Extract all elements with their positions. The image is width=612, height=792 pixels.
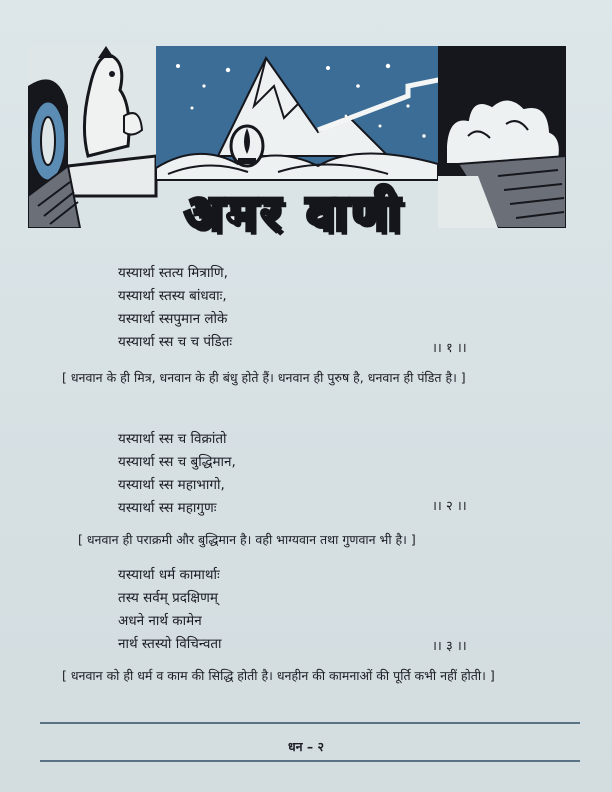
verse-number: ।। ३ ।। xyxy=(432,639,467,654)
page-title: अमर वाणी xyxy=(184,184,404,242)
verse-line: यस्यार्था स्स च च पंडितः xyxy=(118,334,233,350)
verse-meaning: [ धनवान के ही मित्र, धनवान के ही बंधु होते हैं। धनवान ही पुरुष है, धनवान ही पंडित है। ] xyxy=(62,370,466,385)
verse-line: यस्यार्था स्सपुमान लोके xyxy=(118,311,228,327)
verse-line: यस्यार्था स्स च विक्रांतो xyxy=(118,431,227,447)
right-panel-art xyxy=(438,46,566,228)
verse-number: ।। २ ।। xyxy=(432,499,467,514)
title-plate xyxy=(148,178,440,244)
verse-line: यस्यार्था स्स महाभागो, xyxy=(118,477,225,493)
page-number: धन – २ xyxy=(287,739,325,754)
verse-line: यस्यार्था स्तत्य मित्राणि, xyxy=(118,265,228,281)
sage-figure-art xyxy=(28,46,156,228)
verse-line: यस्यार्था स्स च बुद्धिमान, xyxy=(118,454,236,470)
verse-line: तस्य सर्वम् प्रदक्षिणम् xyxy=(118,590,218,606)
verse-meaning: [ धनवान ही पराक्रमी और बुद्धिमान है। वही भाग्यवान तथा गुणवान भी है। ] xyxy=(78,532,416,547)
verse-meaning: [ धनवान को ही धर्म व काम की सिद्धि होती है। धनहीन की कामनाओं की पूर्ति कभी नहीं होती। ] xyxy=(62,668,495,683)
footer-rule-bottom xyxy=(40,760,580,762)
verse-line: यस्यार्था धर्म कामार्थाः xyxy=(118,567,220,583)
verse-line: यस्यार्था स्स महागुणः xyxy=(118,500,217,516)
verse-line: अधने नार्थ कामेन xyxy=(118,613,202,629)
verse-number: ।। १ ।। xyxy=(432,341,467,356)
footer-rule-top xyxy=(40,722,580,724)
verse-line: नार्थ स्तस्यो विचिन्वता xyxy=(118,636,222,652)
verse-line: यस्यार्था स्तस्य बांधवाः, xyxy=(118,288,227,304)
